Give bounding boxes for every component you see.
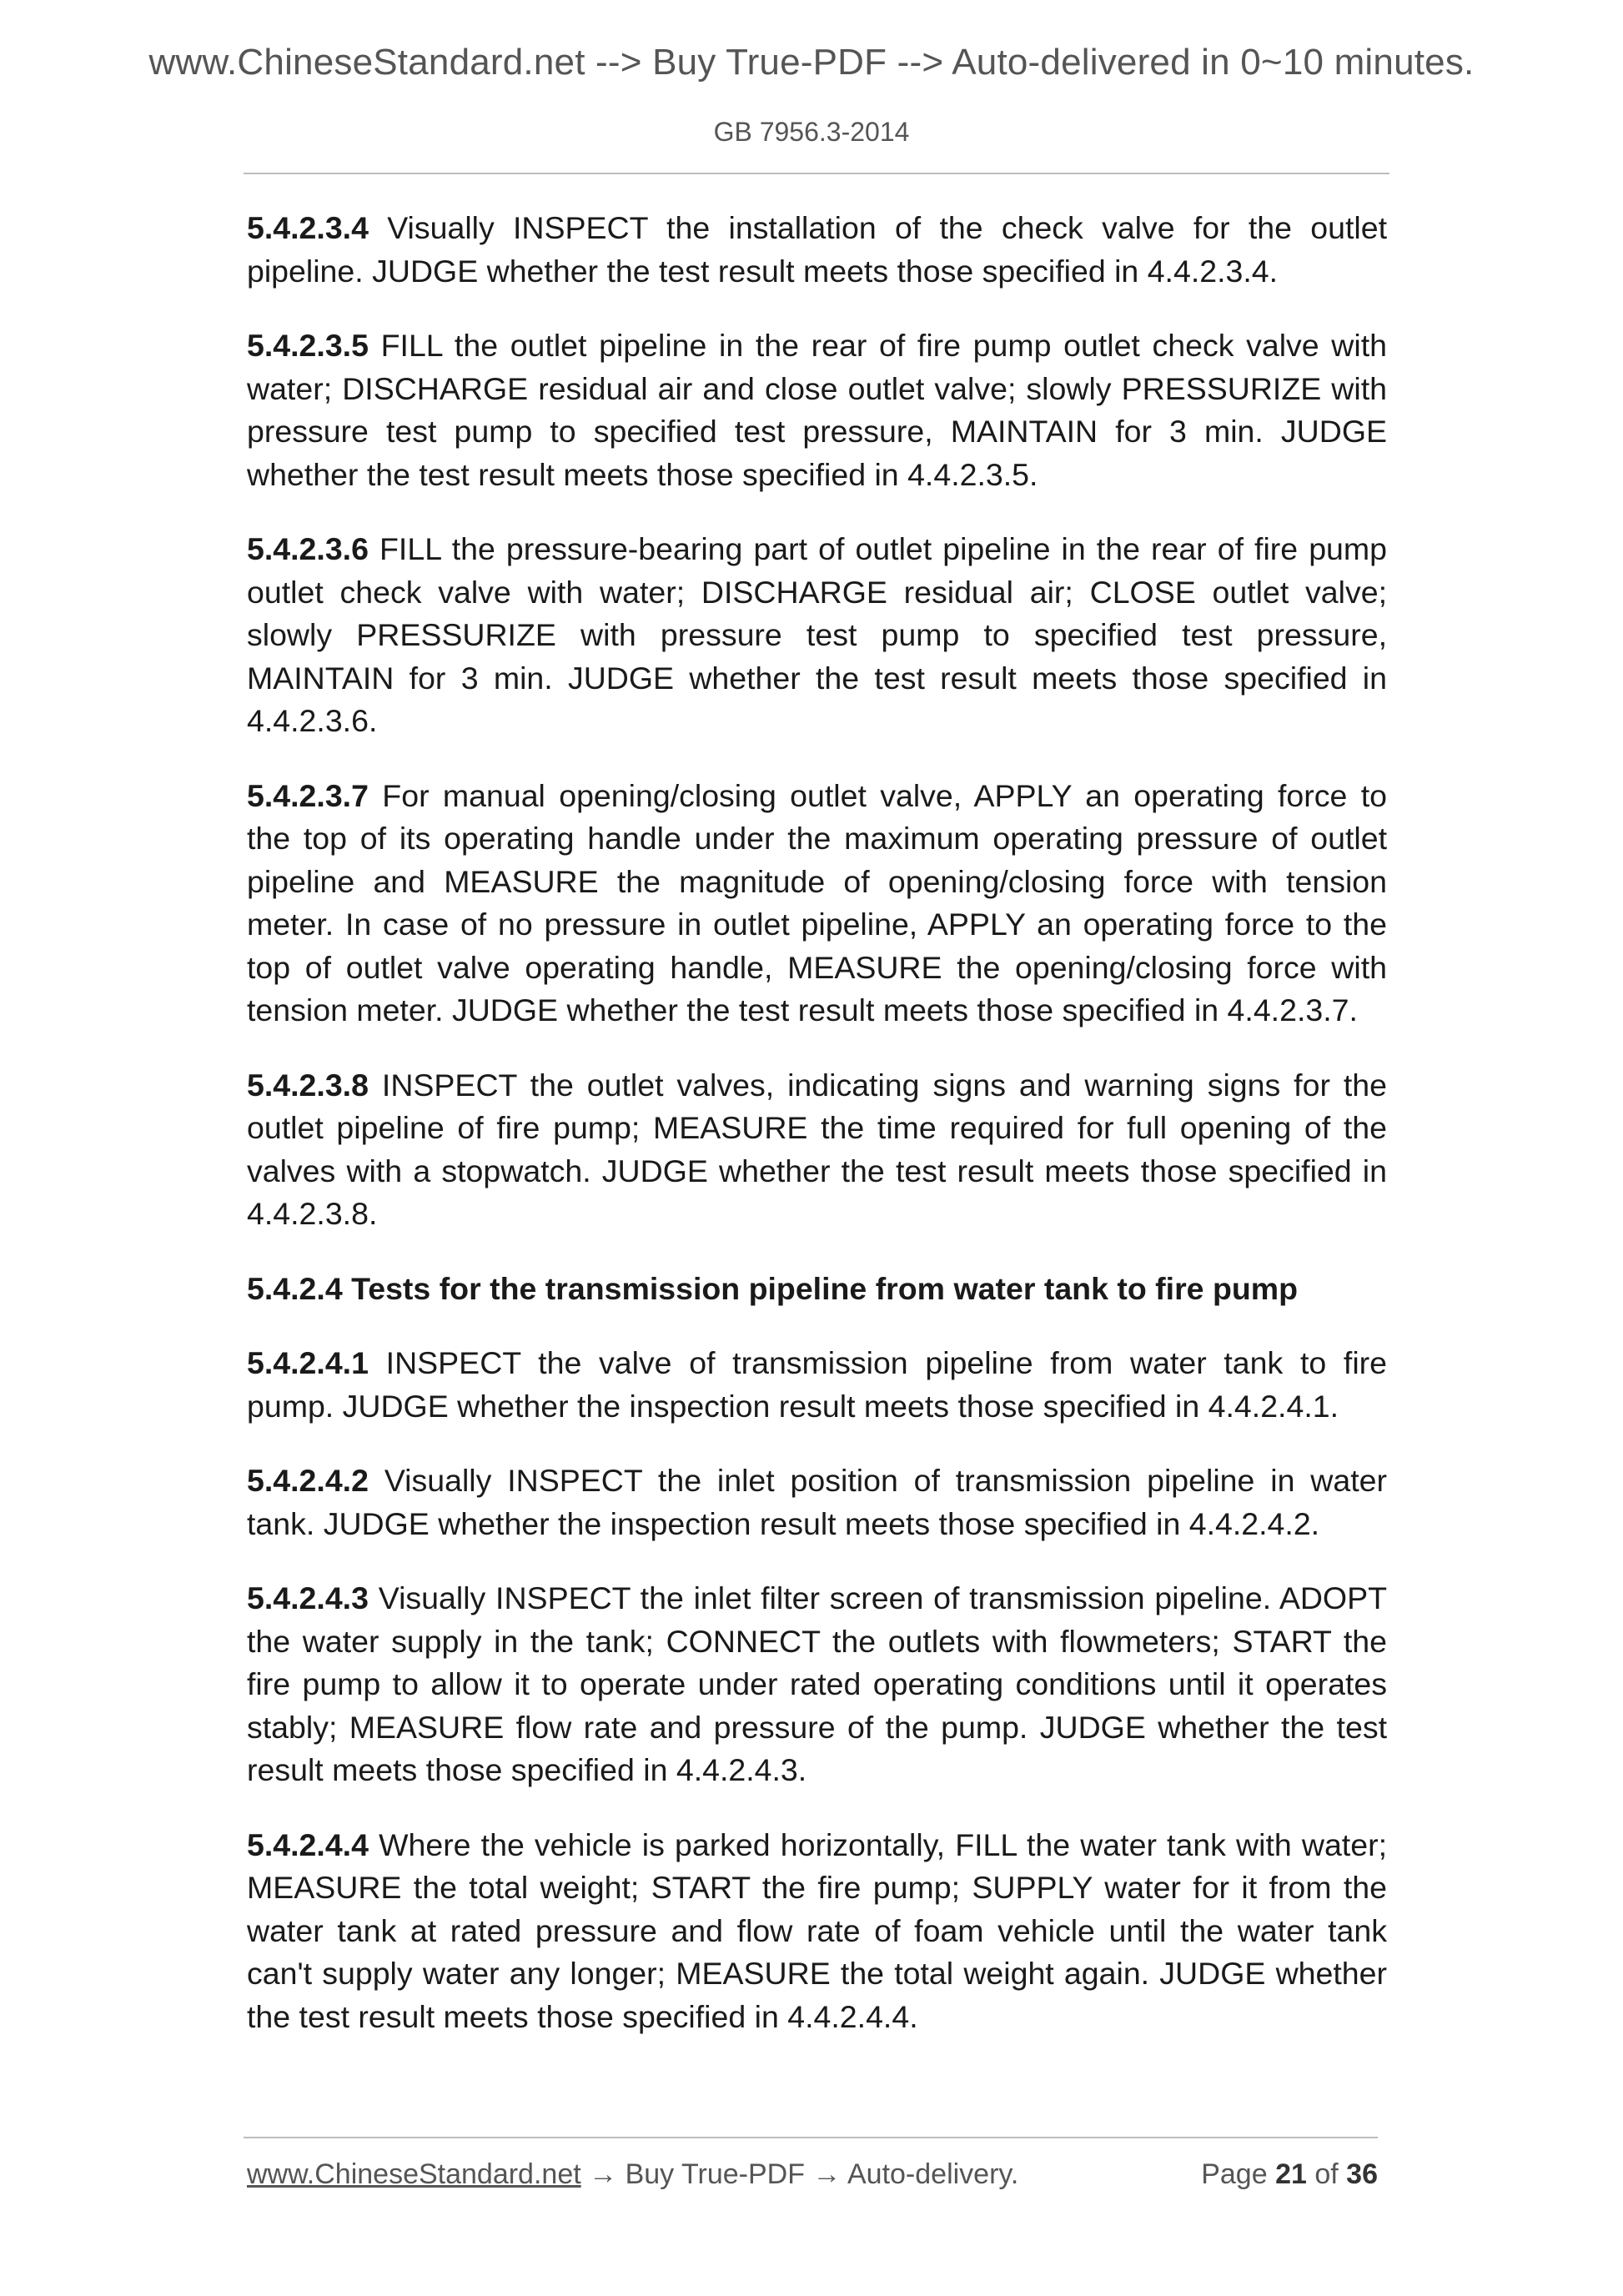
paragraph-5-4-2-4-2	[247, 1459, 1387, 1545]
clause-text: Visually INSPECT the installation of the check valve for the outlet pipeline. JUDGE whether the test result meets those specified in 4.4.2.3.4.	[247, 210, 1387, 289]
paragraph-5-4-2-4-4	[247, 1824, 1387, 2039]
page-content	[247, 207, 1387, 2070]
header-divider	[244, 173, 1389, 174]
page-label: Page	[1201, 2158, 1268, 2190]
clause-number: 5.4.2.4.4	[247, 1826, 369, 1862]
clause-number: 5.4.2.3.6	[247, 531, 369, 566]
page-number: 21	[1275, 2158, 1307, 2190]
clause-text: Visually INSPECT the inlet filter screen of transmission pipeline. ADOPT the water supply in the tank; CONNECT the outlets with flowmeters; START the fire pump to allow it to operate under rated operating conditions until it operates stably; MEASURE flow rate and pressure of the pump. JUDGE whether the test result meets those specified in 4.4.2.4.3.	[247, 1580, 1387, 1787]
clause-text: For manual opening/closing outlet valve, APPLY an operating force to the top of its operating handle under the maximum operating pressure of outlet pipeline and MEASURE the magnitude of opening/closing force with tension meter. In case of no pressure in outlet pipeline, APPLY an operating force to the top of outlet valve operating handle, MEASURE the opening/closing force with tension meter. JUDGE whether the test result meets those specified in 4.4.2.3.7.	[247, 777, 1387, 1027]
paragraph-5-4-2-3-8	[247, 1064, 1387, 1236]
clause-number: 5.4.2.3.8	[247, 1067, 369, 1103]
footer-site-link[interactable]: www.ChineseStandard.net	[247, 2158, 581, 2190]
paragraph-5-4-2-3-6	[247, 528, 1387, 743]
document-code: GB 7956.3-2014	[713, 117, 910, 147]
top-banner: www.ChineseStandard.net --> Buy True-PDF --> Auto-delivered in 0~10 minutes.	[148, 42, 1475, 83]
clause-text: INSPECT the outlet valves, indicating signs and warning signs for the outlet pipeline of fire pump; MEASURE the time required for full opening of the valves with a stopwatch. JUDGE whether the test result meets those specified in 4.4.2.3.8.	[247, 1067, 1387, 1231]
clause-number: 5.4.2.4.2	[247, 1463, 369, 1498]
paragraph-5-4-2-3-5	[247, 324, 1387, 496]
clause-number: 5.4.2.4.1	[247, 1345, 369, 1380]
paragraph-5-4-2-3-4	[247, 207, 1387, 293]
clause-text: INSPECT the valve of transmission pipeline from water tank to fire pump. JUDGE whether the inspection result meets those specified in 4.4.2.4.1.	[247, 1345, 1387, 1424]
footer-promo	[247, 2158, 1018, 2191]
paragraph-5-4-2-3-7	[247, 775, 1387, 1032]
page-indicator	[1201, 2158, 1378, 2191]
footer-promo-text: → Buy True-PDF → Auto-delivery.	[580, 2158, 1019, 2190]
clause-text: Where the vehicle is parked horizontally, FILL the water tank with water; MEASURE the total weight; START the fire pump; SUPPLY water for it from the water tank at rated pressure and flow rate of foam vehicle until the water tank can't supply water any longer; MEASURE the total weight again. JUDGE whether the test result meets those specified in 4.4.2.4.4.	[247, 1826, 1387, 2034]
clause-number: 5.4.2.3.5	[247, 328, 369, 363]
paragraph-5-4-2-4-1	[247, 1342, 1387, 1428]
clause-text: FILL the outlet pipeline in the rear of fire pump outlet check valve with water; DISCHARGE residual air and close outlet valve; slowly PRESSURIZE with pressure test pump to specified test pressure, MAINTAIN for 3 min. JUDGE whether the test result meets those specified in 4.4.2.3.5.	[247, 328, 1387, 492]
clause-number: 5.4.2.4.3	[247, 1580, 369, 1615]
paragraph-5-4-2-4-3	[247, 1577, 1387, 1792]
footer-divider	[244, 2137, 1378, 2138]
page-total: 36	[1346, 2158, 1378, 2190]
clause-number: 5.4.2.3.7	[247, 777, 369, 813]
of-label: of	[1314, 2158, 1339, 2190]
clause-number: 5.4.2.3.4	[247, 210, 369, 245]
clause-text: FILL the pressure-bearing part of outlet pipeline in the rear of fire pump outlet check valve with water; DISCHARGE residual air; CLOSE outlet valve; slowly PRESSURIZE with pressure test pump to specified test pressure, MAINTAIN for 3 min. JUDGE whether the test result meets those specified in 4.4.2.3.6.	[247, 531, 1387, 738]
section-heading-5-4-2-4: 5.4.2.4 Tests for the transmission pipeline from water tank to fire pump	[247, 1270, 1299, 1306]
clause-text: Visually INSPECT the inlet position of transmission pipeline in water tank. JUDGE whether the inspection result meets those specified in 4.4.2.4.2.	[247, 1463, 1387, 1541]
